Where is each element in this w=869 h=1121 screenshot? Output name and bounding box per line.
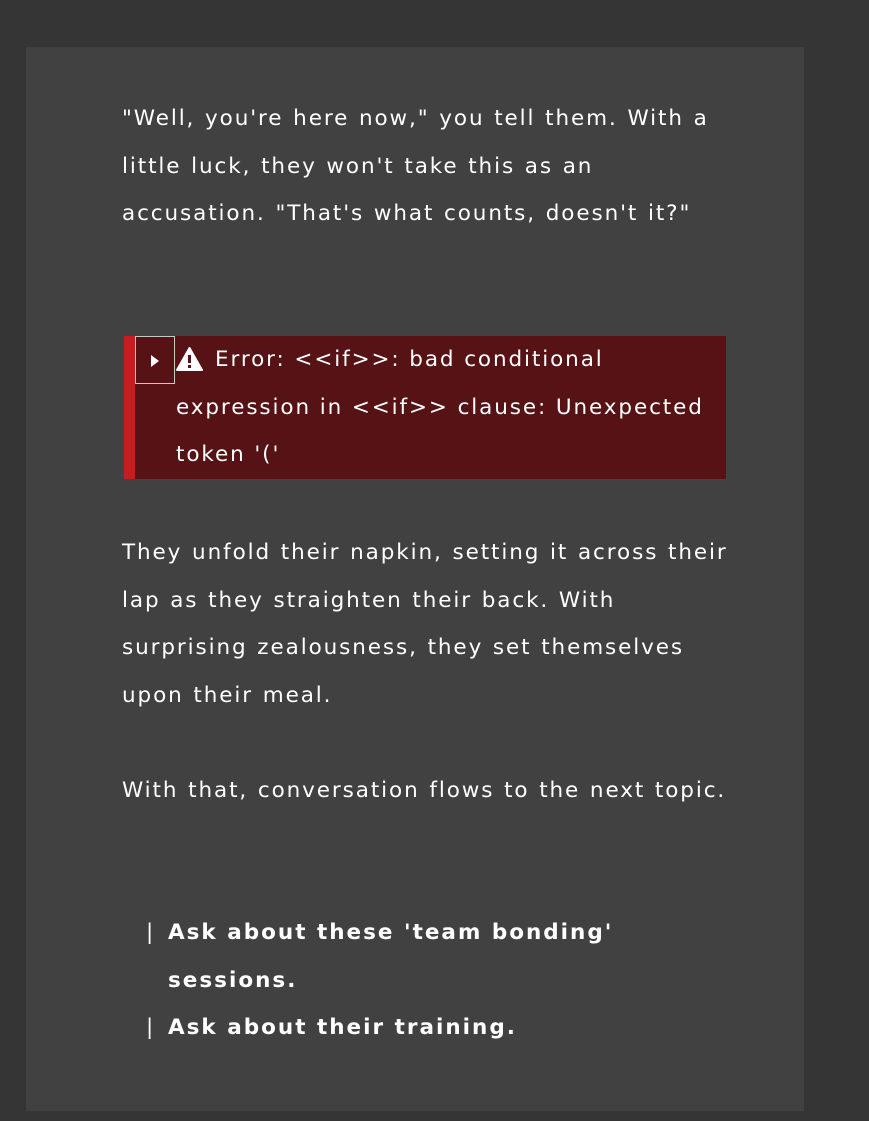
choice-list: [146, 909, 706, 1052]
story-paragraph-3: [122, 767, 742, 815]
error-block: [124, 336, 726, 479]
choice-team-bonding[interactable]: [146, 909, 706, 1004]
choice-training[interactable]: [146, 1004, 706, 1052]
story-panel: [26, 47, 804, 1111]
choice-marker: |: [146, 920, 156, 945]
choice-marker: |: [146, 1015, 156, 1041]
choice-label[interactable]: Ask about these 'team bonding' sessions.: [168, 920, 614, 993]
error-message: Error: <<if>>: bad conditional expression in <<if>> clause: Unexpected token '(': [176, 347, 704, 468]
paragraph-text: "Well, you're here now," you tell them. With a little luck, they won't take this as an accusation. "That's what counts, doesn't it?": [122, 106, 709, 227]
error-stripe: [124, 336, 135, 479]
caret-right-icon: [150, 354, 160, 368]
story-paragraph-1: [122, 95, 742, 238]
paragraph-text: With that, conversation flows to the next topic.: [122, 778, 727, 803]
error-details-toggle[interactable]: [135, 336, 175, 384]
choice-label[interactable]: Ask about their training.: [168, 1015, 517, 1041]
story-paragraph-2: [122, 529, 742, 720]
paragraph-text: They unfold their napkin, setting it across their lap as they straighten their back. With surprising zealousness, they set themselves upon their meal.: [122, 540, 728, 709]
